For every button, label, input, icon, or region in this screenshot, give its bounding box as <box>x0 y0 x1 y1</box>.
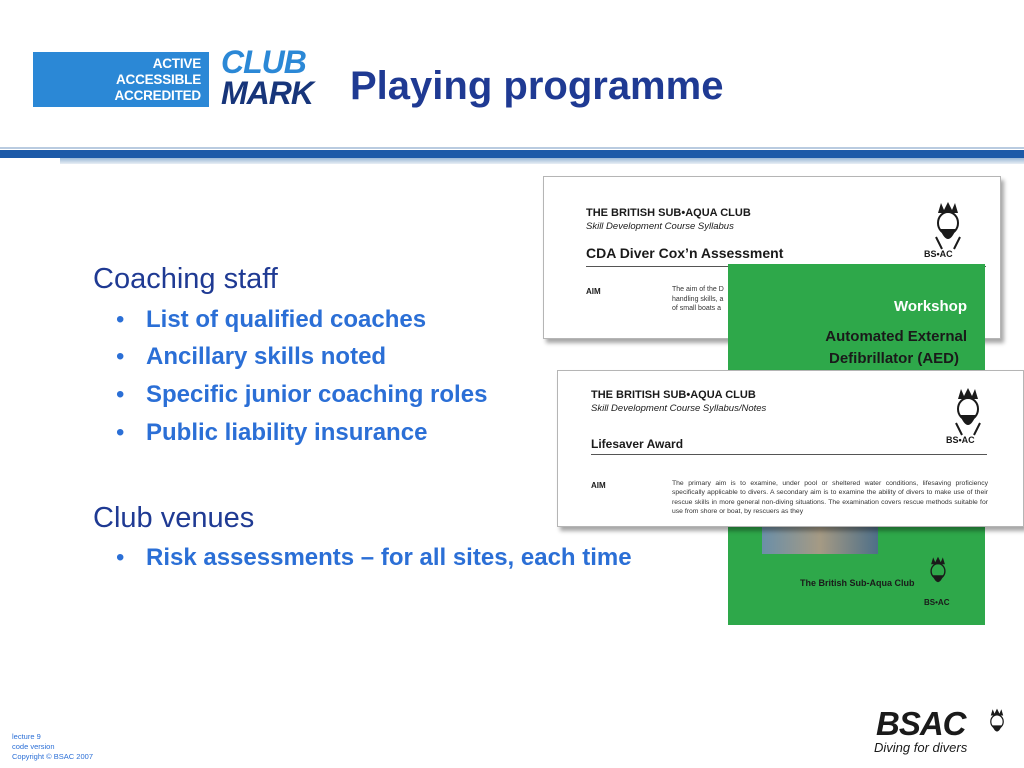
section-heading-coaching-staff: Coaching staff <box>93 263 278 295</box>
bullet-text: Specific junior coaching roles <box>146 381 488 408</box>
crest-label: BS•AC <box>946 435 975 445</box>
bullet-symbol: • <box>116 343 125 370</box>
page-title: Playing programme <box>350 64 724 108</box>
bsac-logo-word: BSAC <box>876 705 966 742</box>
footer-lecture: lecture 9 <box>12 732 41 741</box>
document-subtitle: Skill Development Course Syllabus/Notes <box>591 403 767 414</box>
footer-version: code version <box>12 742 55 751</box>
bullet-item <box>116 305 426 335</box>
clubmark-word-club: CLUB <box>221 44 306 80</box>
bullet-item <box>116 418 427 448</box>
header-rule-thin <box>0 147 1024 149</box>
logo-line-active: ACTIVE <box>152 56 201 71</box>
document-text: The primary aim is to examine, under pool or sheltered water conditions, lifesaving proficiency specifically applicable to divers. A secondary aim is to examine the ability of divers to make use of their rescue skills in more general non-diving situations. The examination covers rescue methods suitable for use from shore or boat, by rescuers as they <box>672 480 988 515</box>
bullet-text: List of qualified coaches <box>146 306 427 333</box>
document-text-line: The aim of the D <box>672 286 724 293</box>
clubmark-logo <box>221 46 321 112</box>
document-aim-label: AIM <box>586 287 601 296</box>
neptune-crest-icon <box>924 556 952 596</box>
club-mark-tagline-logo <box>33 52 209 107</box>
document-text-line: handling skills, a <box>672 295 724 303</box>
booklet-club-name: The British Sub-Aqua Club <box>800 578 915 588</box>
bullet-symbol: • <box>116 306 125 333</box>
header-rule <box>0 150 1024 158</box>
document-aim-label: AIM <box>591 481 606 490</box>
document-title: Lifesaver Award <box>591 437 684 451</box>
clubmark-word-mark: MARK <box>221 75 313 111</box>
document-org: THE BRITISH SUB•AQUA CLUB <box>591 389 756 401</box>
crest-label: BS•AC <box>924 249 953 259</box>
bullet-text: Public liability insurance <box>146 419 428 446</box>
section-heading-club-venues: Club venues <box>93 502 255 534</box>
bullet-item <box>116 543 632 573</box>
bsac-tagline: Diving for divers <box>874 740 968 755</box>
booklet-title-line2: Defibrillator (AED) <box>828 350 959 367</box>
document-rule <box>591 454 987 455</box>
syllabus-document-lifesaver-award <box>557 370 1024 527</box>
bsac-logo <box>872 706 1012 760</box>
crest-label: BS•AC <box>924 598 950 607</box>
neptune-crest-icon <box>984 708 1010 744</box>
bullet-text: Ancillary skills noted <box>146 343 387 370</box>
booklet-title-line1: Automated External <box>825 328 967 345</box>
document-subtitle: Skill Development Course Syllabus <box>586 221 734 232</box>
document-text-line: of small boats a <box>672 305 722 312</box>
bullet-item <box>116 342 386 372</box>
logo-line-accredited: ACCREDITED <box>114 88 201 103</box>
header-rule-shadow <box>60 158 1024 164</box>
document-title: CDA Diver Cox’n Assessment <box>586 245 784 261</box>
bullet-text: Risk assessments – for all sites, each time <box>146 544 632 571</box>
footer-copyright: Copyright © BSAC 2007 <box>12 752 93 761</box>
logo-line-accessible: ACCESSIBLE <box>115 72 201 87</box>
bullet-symbol: • <box>116 544 125 571</box>
bullet-item <box>116 380 487 410</box>
bullet-symbol: • <box>116 419 125 446</box>
document-text <box>672 285 724 314</box>
document-org: THE BRITISH SUB•AQUA CLUB <box>586 207 751 219</box>
booklet-label: Workshop <box>893 298 967 315</box>
bullet-symbol: • <box>116 381 125 408</box>
